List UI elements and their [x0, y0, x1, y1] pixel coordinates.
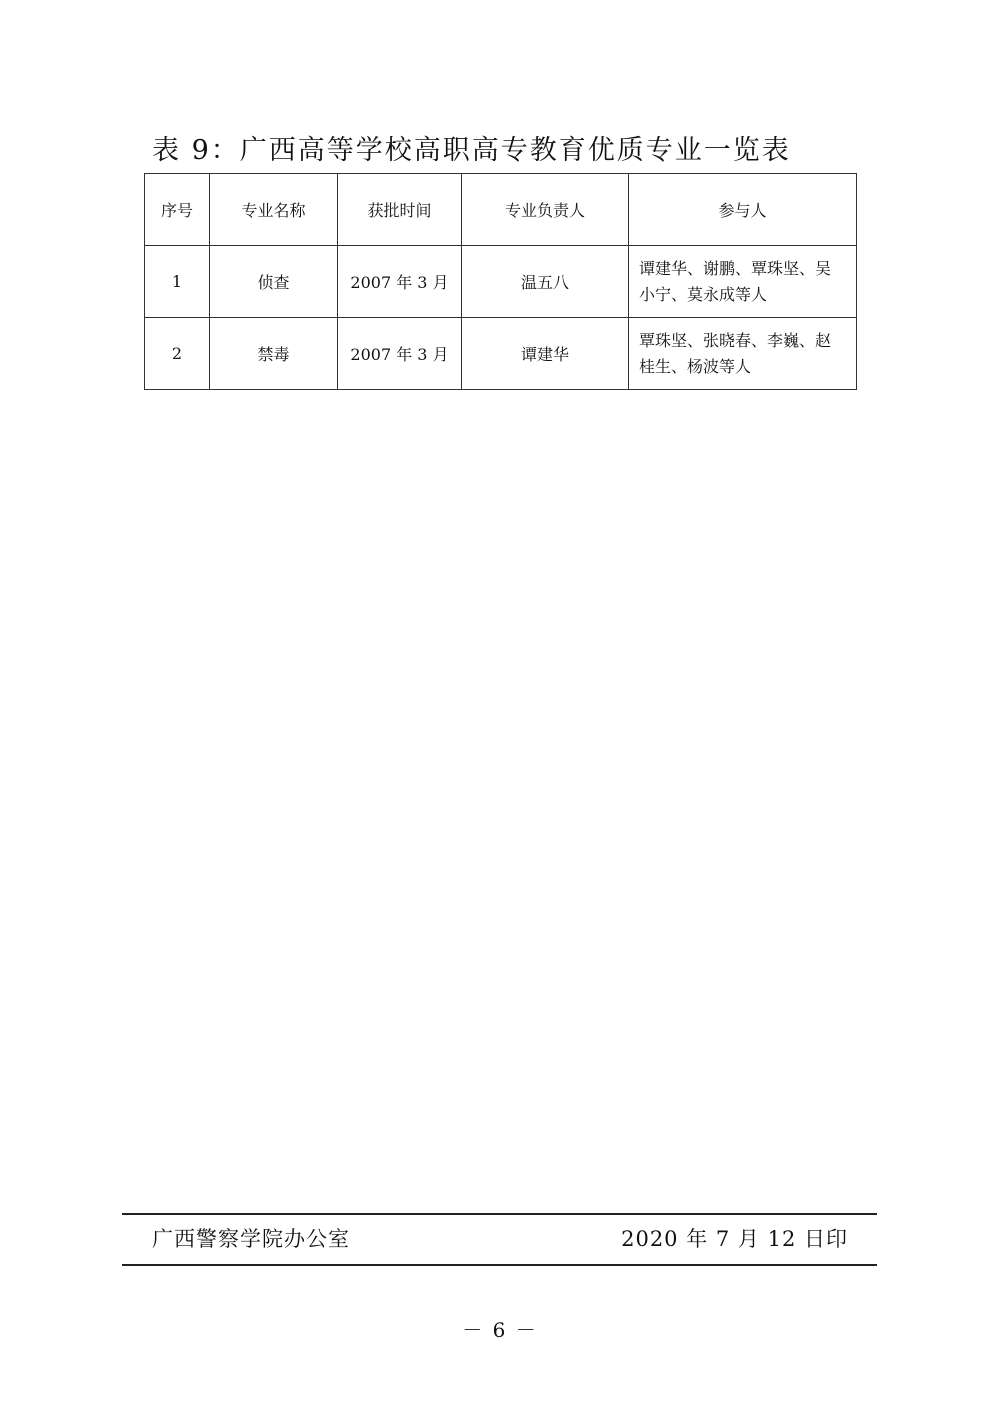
footer-print-date: 2020 年 7 月 12 日印 [621, 1227, 848, 1251]
header-leader: 专业负责人 [462, 174, 629, 246]
cell-major: 侦查 [210, 246, 338, 318]
cell-index: 1 [145, 246, 210, 318]
cell-participants [629, 246, 857, 318]
majors-table [144, 173, 857, 390]
footer-issuer: 广西警察学院办公室 [152, 1227, 350, 1251]
footer-top-divider [122, 1213, 877, 1215]
table-row [145, 318, 857, 390]
table-title: 表 9：广西高等学校高职高专教育优质专业一览表 [152, 135, 791, 166]
page-number: － 6 － [462, 1318, 538, 1342]
cell-participants [629, 318, 857, 390]
cell-index: 2 [145, 318, 210, 390]
participants-line: 覃珠坚、张晓春、李巍、赵 [639, 330, 832, 350]
cell-approved: 2007 年 3 月 [338, 318, 462, 390]
header-approved: 获批时间 [338, 174, 462, 246]
cell-leader: 谭建华 [462, 318, 629, 390]
table-header-row [145, 174, 857, 246]
cell-approved: 2007 年 3 月 [338, 246, 462, 318]
table-row [145, 246, 857, 318]
participants-line: 小宁、莫永成等人 [639, 284, 768, 304]
cell-leader: 温五八 [462, 246, 629, 318]
header-participants: 参与人 [629, 174, 857, 246]
header-index: 序号 [145, 174, 210, 246]
cell-major: 禁毒 [210, 318, 338, 390]
participants-line: 桂生、杨波等人 [639, 356, 752, 376]
header-major: 专业名称 [210, 174, 338, 246]
participants-line: 谭建华、谢鹏、覃珠坚、吴 [639, 258, 832, 278]
footer-bottom-divider [122, 1264, 877, 1266]
